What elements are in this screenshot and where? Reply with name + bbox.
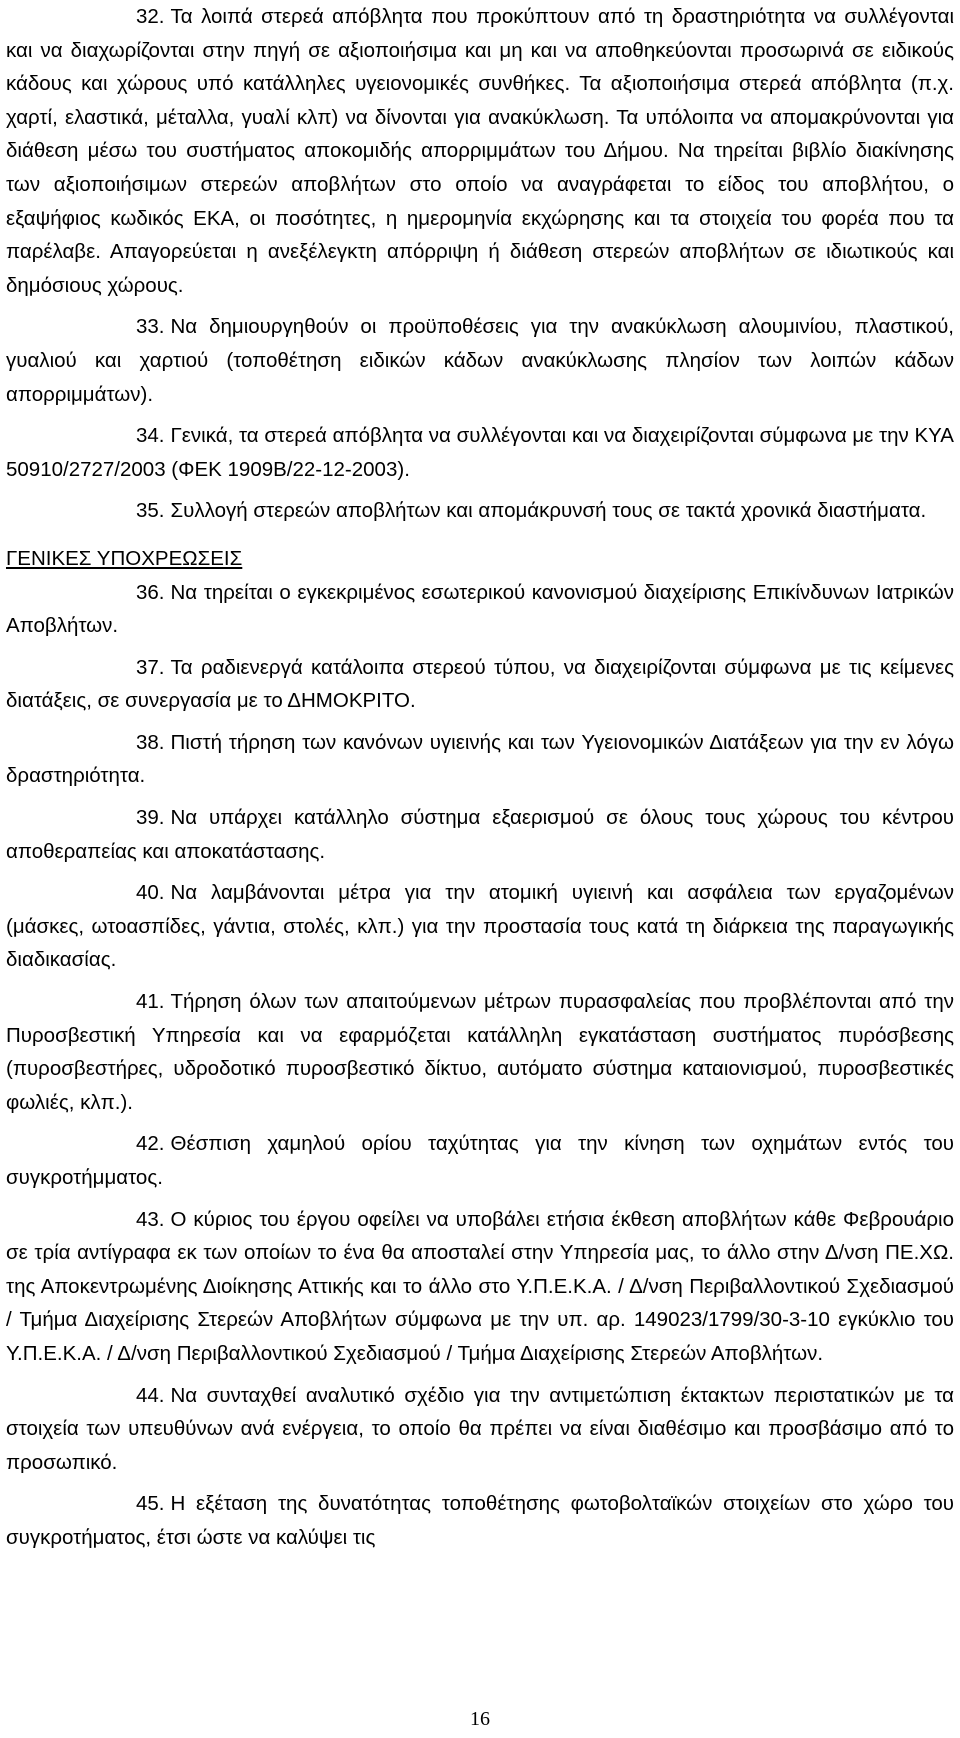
clause-text: Θέσπιση χαμηλού ορίου ταχύτητας για την κίνηση των οχημάτων εντός του συγκροτήμματος. — [6, 1132, 954, 1189]
clause-number: 35. — [136, 499, 165, 523]
clause-32 — [6, 0, 954, 302]
clause-39 — [6, 801, 954, 868]
clause-text: Να τηρείται ο εγκεκριμένος εσωτερικού κανονισμού διαχείρισης Επικίνδυνων Ιατρικών Αποβλήτων. — [6, 580, 954, 638]
clause-number: 40. — [136, 881, 165, 905]
clause-35 — [6, 494, 954, 528]
clause-number: 36. — [136, 580, 165, 604]
clause-number: 32. — [136, 5, 165, 28]
clause-45 — [6, 1487, 954, 1554]
clause-text: Να υπάρχει κατάλληλο σύστημα εξαερισμού σε όλους τους χώρους του κέντρου αποθεραπείας και αποκατάστασης. — [6, 806, 954, 863]
clause-41 — [6, 985, 954, 1119]
clause-number: 45. — [136, 1492, 165, 1516]
clause-text: Τα ραδιενεργά κατάλοιπα στερεού τύπου, να διαχειρίζονται σύμφωνα με τις κείμενες διατάξεις, σε συνεργασία με το ΔΗΜΟΚΡΙΤΟ. — [6, 655, 954, 713]
clause-42 — [6, 1127, 954, 1194]
clause-text: Πιστή τήρηση των κανόνων υγιεινής και των Υγειονομικών Διατάξεων για την εν λόγω δραστηριότητα. — [6, 730, 954, 788]
clause-text: Να λαμβάνονται μέτρα για την ατομική υγιεινή και ασφάλεια των εργαζομένων (μάσκες, ωτοασπίδες, γάντια, στολές, κλπ.) για την προστασία τους κατά τη διάρκεια της παραγωγικής διαδικασίας. — [6, 881, 954, 972]
clause-43 — [6, 1203, 954, 1371]
clause-38 — [6, 726, 954, 793]
clause-37 — [6, 651, 954, 718]
clause-text: Τα λοιπά στερεά απόβλητα που προκύπτουν από τη δραστηριότητα να συλλέγονται και να διαχωρίζονται στην πηγή σε αξιοποιήσιμα και μη και να αποθηκεύονται προσωρινά σε ειδικούς κάδους και χώρους υπό κατάλληλες υγειονομικές συνθήκες. Τα αξιοποιήσιμα στερεά απόβλητα (π.χ. χαρτί, ελαστικά, μέταλλα, γυαλί κλπ) να δίνονται για ανακύκλωση. Τα υπόλοιπα να απομακρύνονται για διάθεση μέσω του συστήματος αποκομιδής απορριμμάτων του Δήμου. Να τηρείται βιβλίο διακίνησης των αξιοποιήσιμων στερεών αποβλήτων στο οποίο να αναγράφεται το είδος του αποβλήτου, ο εξαψήφιος κωδικός ΕΚΑ, οι ποσότητες, η ημερομηνία εκχώρησης και τα στοιχεία του φορέα που τα παρέλαβε. Απαγορεύεται η ανεξέλεγκτη απόρριψη ή διάθεση στερεών αποβλήτων σε ιδιωτικούς και δημόσιους χώρους. — [6, 5, 954, 297]
clause-number: 42. — [136, 1132, 165, 1156]
clause-text: Συλλογή στερεών αποβλήτων και απομάκρυνσή τους σε τακτά χρονικά διαστήματα. — [170, 499, 927, 523]
clause-text: Γενικά, τα στερεά απόβλητα να συλλέγονται και να διαχειρίζονται σύμφωνα με την ΚΥΑ 50910/2727/2003 (ΦΕΚ 1909Β/22-12-2003). — [6, 424, 954, 481]
clause-33 — [6, 310, 954, 411]
clause-34 — [6, 419, 954, 486]
clause-number: 38. — [136, 730, 165, 754]
clause-number: 43. — [136, 1207, 165, 1231]
clause-text: Να συνταχθεί αναλυτικό σχέδιο για την αντιμετώπιση έκτακτων περιστατικών με τα στοιχεία των υπευθύνων ανά ενέργεια, το οποίο θα πρέπει να είναι διαθέσιμο και προσβάσιμο από το προσωπικό. — [6, 1383, 954, 1474]
clause-number: 34. — [136, 424, 165, 448]
clause-text: Τήρηση όλων των απαιτούμενων μέτρων πυρασφαλείας που προβλέπονται από την Πυροσβεστική Υπηρεσία και να εφαρμόζεται κατάλληλη εγκατάσταση συστήματος πυρόσβεσης (πυροσβεστήρες, υδροδοτικό πυροσβεστικό δίκτυο, αυτόματο σύστημα καταιονισμού, πυροσβεστικές φωλιές, κλπ.). — [6, 990, 954, 1114]
clause-number: 33. — [136, 315, 165, 339]
clause-text: Να δημιουργηθούν οι προϋποθέσεις για την ανακύκλωση αλουμινίου, πλαστικού, γυαλιού και χαρτιού (τοποθέτηση ειδικών κάδων ανακύκλωσης πλησίον των λοιπών κάδων απορριμμάτων). — [6, 315, 954, 406]
section-heading: ΓΕΝΙΚΕΣ ΥΠΟΧΡΕΩΣΕΙΣ — [6, 546, 243, 570]
clause-number: 44. — [136, 1383, 165, 1407]
document-page — [6, 0, 954, 1555]
clause-number: 39. — [136, 806, 165, 830]
clause-number: 41. — [136, 990, 165, 1014]
clause-text: Η εξέταση της δυνατότητας τοποθέτησης φωτοβολταϊκών στοιχείων στο χώρο του συγκροτήματος, έτσι ώστε να καλύψει τις — [6, 1492, 954, 1549]
clause-44 — [6, 1379, 954, 1480]
clause-number: 37. — [136, 655, 165, 679]
clause-36 — [6, 576, 954, 643]
clause-text: Ο κύριος του έργου οφείλει να υποβάλει ετήσια έκθεση αποβλήτων κάθε Φεβρουάριο σε τρία αντίγραφα εκ των οποίων το ένα θα αποσταλεί στην Υπηρεσία μας, το άλλο στην Δ/νση ΠΕ.ΧΩ. της Αποκεντρωμένης Διοίκησης Αττικής και το άλλο στο Υ.Π.Ε.Κ.Α. / Δ/νση Περιβαλλοντικού Σχεδιασμού / Τμήμα Διαχείρισης Στερεών Αποβλήτων σύμφωνα με την υπ. αρ. 149023/1799/30-3-10 εγκύκλιο του Υ.Π.Ε.Κ.Α. / Δ/νση Περιβαλλοντικού Σχεδιασμού / Τμήμα Διαχείρισης Στερεών Αποβλήτων. — [6, 1207, 954, 1365]
clause-40 — [6, 876, 954, 977]
page-number: 16 — [470, 1708, 490, 1730]
